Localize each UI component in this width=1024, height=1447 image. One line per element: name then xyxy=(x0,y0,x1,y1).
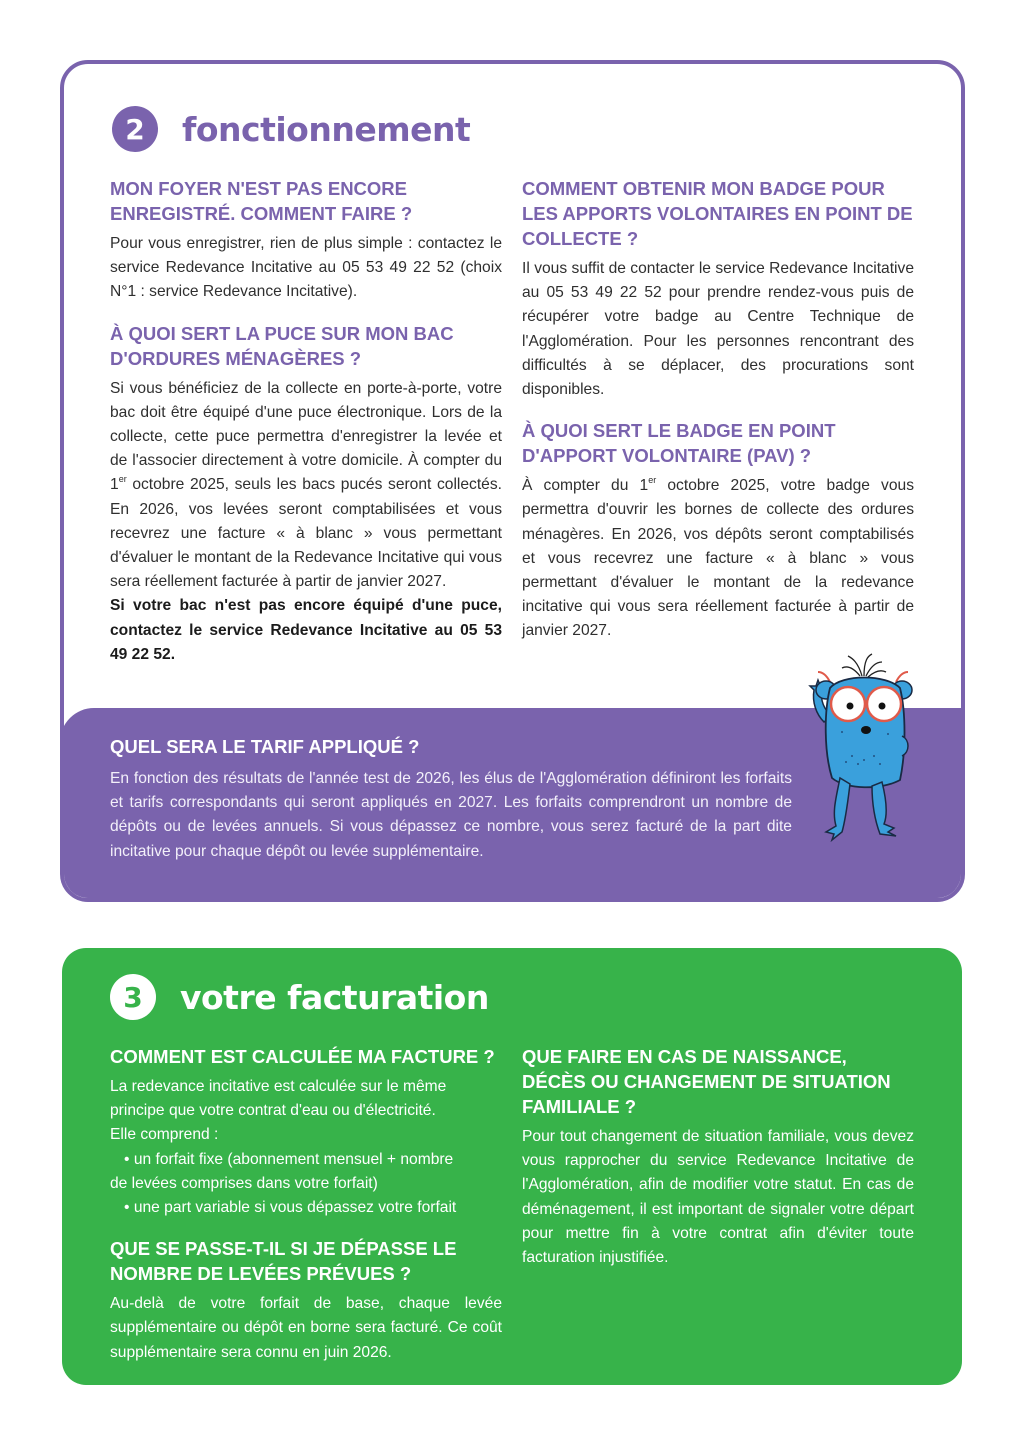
question-title: COMMENT OBTENIR MON BADGE POUR LES APPORTS VOLONTAIRES EN POINT DE COLLECTE ? xyxy=(522,178,913,249)
ordinal-superscript: er xyxy=(648,475,657,486)
answer-lead: Elle comprend : xyxy=(110,1126,219,1144)
answer-text-part: Si vous bénéficiez de la collecte en porte-à-porte, votre bac doit être équipé d'une puce électronique. Lors de la collecte, cette puce permettra d'enregistrer la levée et de l'associer directement à votre domicile. À compter du 1 xyxy=(110,379,502,494)
bullet-text: une part variable si vous dépassez votre forfait xyxy=(133,1199,457,1217)
bullet-text: de levées comprises dans votre forfait) xyxy=(110,1174,378,1192)
question-title: MON FOYER N'EST PAS ENCORE ENREGISTRÉ. COMMENT FAIRE ? xyxy=(110,178,413,224)
section-heading xyxy=(112,106,470,152)
blue-monster-with-glasses-icon xyxy=(802,652,922,842)
answer-text-part: À compter du 1 xyxy=(522,477,649,495)
question-title: COMMENT EST CALCULÉE MA FACTURE ? xyxy=(110,1046,495,1067)
section-number-badge: 3 xyxy=(110,974,156,1020)
left-column xyxy=(110,1044,502,1365)
answer-text xyxy=(522,474,914,643)
hair-icon xyxy=(842,654,886,677)
bold-contact-note: Si votre bac n'est pas encore équipé d'une puce, contactez le service Redevance Incitative au 05 53 49 22 52. xyxy=(110,597,502,663)
bullet-icon: • xyxy=(124,1150,130,1168)
answer-intro: La redevance incitative est calculée sur le même principe que votre contrat d'eau ou d'électricité. xyxy=(110,1078,447,1120)
answer-text: Pour vous enregistrer, rien de plus simple : contactez le service Redevance Incitative au 05 53 49 22 52 (choix N°1 : service Redevance Incitative). xyxy=(110,235,502,301)
answer-text: Au-delà de votre forfait de base, chaque levée supplémentaire ou dépôt en borne sera facturé. Ce coût supplémentaire sera connu en juin 2026. xyxy=(110,1295,502,1361)
faq-invoice-calc xyxy=(110,1044,502,1220)
faq-family-change xyxy=(522,1044,914,1270)
right-column xyxy=(522,1044,914,1270)
faq-badge-pav xyxy=(522,418,914,643)
answer-text-part: octobre 2025, seuls les bacs pucés seront collectés. En 2026, vos levées seront comptabilisées et vous recevrez une facture « à blanc » vous permettant d'évaluer le montant de la Redevance Incitative qui vous sera réellement facturée à partir de janvier 2027. xyxy=(110,476,502,591)
faq-tarif xyxy=(110,734,792,864)
section-facturation xyxy=(62,948,962,1385)
ordinal-superscript: er xyxy=(118,474,127,485)
answer-text-part: octobre 2025, votre badge vous permettra d'ouvrir les bornes de collecte des ordures ménagères. En 2026, vos dépôts seront comptabilisés et vous recevrez une facture « à blanc » vous permettant d'évaluer le montant de la redevance incitative qui vous sera réellement facturée à partir de janvier 2027. xyxy=(522,477,915,640)
left-column xyxy=(110,176,502,667)
answer-text xyxy=(110,377,502,667)
answer-text: Il vous suffit de contacter le service Redevance Incitative au 05 53 49 22 52 pour prendre rendez-vous puis de récupérer votre badge au Centre Technique de l'Agglomération. Pour les personnes rencontrant des difficultés à se déplacer, des procurations sont disponibles. xyxy=(522,260,914,399)
question-title: À QUOI SERT LE BADGE EN POINT D'APPORT VOLONTAIRE (PAV) ? xyxy=(522,420,836,467)
answer-text: Pour tout changement de situation familiale, vous devez vous rapprocher du service Redevance Incitative de l'Agglomération, afin de modifier votre statut. En cas de déménagement, il est important de signaler votre départ pour mettre fin à votre contrat afin d'éviter toute facturation injustifiée. xyxy=(522,1128,914,1267)
question-title: QUEL SERA LE TARIF APPLIQUÉ ? xyxy=(110,736,420,757)
bullet-icon: • xyxy=(124,1199,130,1217)
bullet-item xyxy=(110,1199,456,1216)
faq-registration xyxy=(110,176,502,305)
bullet-text: un forfait fixe (abonnement mensuel + nombre xyxy=(133,1150,454,1168)
answer-text: En fonction des résultats de l'année test de 2026, les élus de l'Agglomération définiront les forfaits et tarifs correspondants qui seront appliqués en 2027. Les forfaits comprendront un nombre de dépôts ou de levées annuels. Si vous dépassez ce nombre, vous serez facturé de la part dite incitative pour chaque dépôt ou levée supplémentaire. xyxy=(110,770,792,860)
section-title: fonctionnement xyxy=(182,109,471,149)
section-heading xyxy=(110,974,489,1020)
question-title: À QUOI SERT LA PUCE SUR MON BAC D'ORDURES MÉNAGÈRES ? xyxy=(110,322,454,369)
faq-badge-obtain xyxy=(522,176,914,402)
question-title: QUE FAIRE EN CAS DE NAISSANCE, DÉCÈS OU CHANGEMENT DE SITUATION FAMILIALE ? xyxy=(522,1046,891,1117)
bullet-item xyxy=(110,1151,453,1192)
section-title: votre facturation xyxy=(180,977,489,1017)
answer-text xyxy=(110,1075,502,1220)
section-number-badge: 2 xyxy=(112,106,158,152)
right-column xyxy=(522,176,914,644)
faq-exceed xyxy=(110,1236,502,1365)
question-title: QUE SE PASSE-T-IL SI JE DÉPASSE LE NOMBRE DE LEVÉES PRÉVUES ? xyxy=(110,1238,457,1285)
faq-chip xyxy=(110,321,502,667)
